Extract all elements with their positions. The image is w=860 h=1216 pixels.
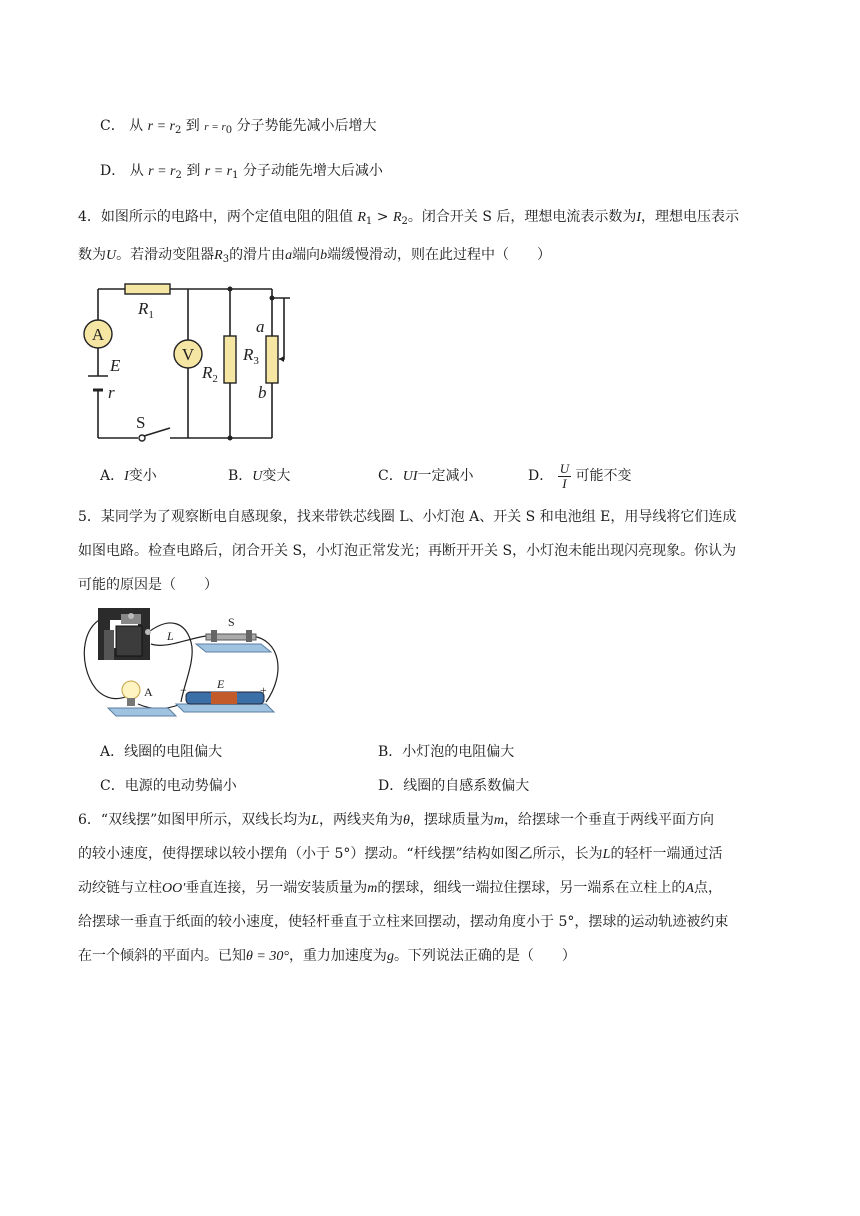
stem-text: ，重力加速度为 <box>288 948 387 964</box>
switch-lever <box>144 428 170 436</box>
stem-text: 。下列说法正确的是（ ） <box>393 948 576 964</box>
math-theta: θ <box>403 813 410 828</box>
option-text: 变小 <box>128 468 157 484</box>
q4-stem-line1 <box>78 206 739 233</box>
stem-text: 的滑片由 <box>229 247 286 263</box>
battery-positive-label: + <box>260 683 267 697</box>
math-a: a <box>285 248 293 263</box>
q5-stem-line3: 可能的原因是（ ） <box>78 577 218 593</box>
terminal-a-label: a <box>256 317 265 336</box>
math-var: I <box>124 469 129 484</box>
q4-option-c[interactable] <box>378 465 474 488</box>
option-letter: D． <box>528 468 554 484</box>
q4-circuit-diagram <box>80 278 290 448</box>
option-text: 从 <box>129 163 144 179</box>
math-r: r = r <box>147 119 175 134</box>
option-text: 到 <box>185 118 200 134</box>
switch-label: S <box>136 413 146 432</box>
battery-negative-label: − <box>180 683 187 697</box>
option-letter: C． <box>100 118 125 134</box>
option-letter: C． <box>378 468 403 484</box>
q6-stem-line2 <box>78 843 722 866</box>
stem-text: 端缓慢滑动，则在此过程中（ ） <box>327 247 552 263</box>
stem-text: 的轻杆一端通过活 <box>610 846 723 862</box>
stem-text: ，理想电压表示 <box>641 209 740 225</box>
math-L: L <box>602 847 611 862</box>
q6-stem-line5 <box>78 945 576 968</box>
math-m: m <box>493 813 505 828</box>
switch-label: S <box>228 615 235 629</box>
q5-option-a[interactable]: A．线圈的电阻偏大 <box>100 744 223 760</box>
option-letter: A． <box>100 468 125 484</box>
q4-option-d[interactable] <box>528 458 632 494</box>
coil-label: L <box>167 629 174 643</box>
stem-text: 点， <box>693 880 722 896</box>
math-U: U <box>106 248 117 263</box>
option-text: 到 <box>186 163 201 179</box>
option-text: 一定减小 <box>417 468 474 484</box>
q5-stem-line1: 5．某同学为了观察断电自感现象，找来带铁芯线圈 L、小灯泡 A、开关 S 和电池组 E，用导线将它们连成 <box>78 509 737 525</box>
r3-label: $R_3$ <box>243 345 259 367</box>
math-R1: R <box>357 210 366 225</box>
math-var: UI <box>402 469 418 484</box>
fraction-numerator: U <box>559 460 570 476</box>
q5-option-b[interactable]: B．小灯泡的电阻偏大 <box>378 744 515 760</box>
rheostat-r3 <box>266 336 278 383</box>
switch-icon <box>196 630 271 652</box>
stem-text: 在一个倾斜的平面内。已知 <box>78 948 246 964</box>
stem-text: 数为 <box>78 247 106 263</box>
resistor-r2 <box>224 336 236 383</box>
q6-stem-line3 <box>78 877 722 900</box>
q5-option-d[interactable]: D．线圈的自感系数偏大 <box>378 778 530 794</box>
math-m: m <box>367 881 378 896</box>
q3-option-c[interactable] <box>100 115 377 142</box>
q4-option-b[interactable] <box>228 465 290 488</box>
math-op: > <box>372 209 393 225</box>
internal-resistance-label: r <box>108 383 115 402</box>
stem-text: 6．“双线摆”如图甲所示，双线长均为 <box>78 812 312 828</box>
fraction-denominator: I <box>562 475 567 491</box>
stem-text: 的较小速度，使得摆球以较小摆角（小于 5°）摆动。“杆线摆”结构如图乙所示，长为 <box>78 846 603 862</box>
q4-stem-line2 <box>78 244 551 271</box>
iron-core-coil <box>98 608 151 660</box>
resistor-r1 <box>125 284 170 294</box>
math-b: b <box>320 248 328 263</box>
math-sub: 3 <box>222 254 230 265</box>
option-text: 从 <box>129 118 144 134</box>
math-sub: 2 <box>175 170 182 181</box>
stem-text: 的摆球，细线一端拉住摆球，另一端系在立柱上的 <box>377 880 686 896</box>
option-letter: B． <box>228 468 253 484</box>
math-sub: 1 <box>232 170 239 181</box>
math-g: g <box>386 949 394 964</box>
math-var: U <box>252 469 263 484</box>
q4-option-a[interactable] <box>100 465 157 488</box>
r1-label: $R_1$ <box>138 299 154 321</box>
terminal-b-label: b <box>258 383 267 402</box>
option-text: 分子势能先减小后增大 <box>236 118 377 134</box>
math-sub: 2 <box>174 125 182 136</box>
math-sub: 1 <box>365 216 373 227</box>
q3-option-d[interactable] <box>100 160 383 187</box>
fraction-u-over-i <box>558 462 571 491</box>
math-I: I <box>636 210 642 225</box>
option-text: 分子动能先增大后减小 <box>242 163 383 179</box>
math-oo: OO′ <box>162 881 186 896</box>
option-text: 变大 <box>262 468 291 484</box>
math-R2: R <box>392 210 402 225</box>
math-A: A <box>685 881 694 896</box>
q6-stem-line4: 给摆球一垂直于纸面的较小速度，使轻杆垂直于立柱来回摆动，摆动角度小于 5°，摆球的运动轨迹被约束 <box>78 914 729 930</box>
voltmeter-label: V <box>181 345 195 364</box>
math-r: r = r <box>204 121 226 133</box>
emf-label: E <box>110 356 121 375</box>
stem-text: 。若滑动变阻器 <box>116 247 215 263</box>
math-sub: 2 <box>401 216 408 227</box>
q5-apparatus-illustration <box>76 604 286 722</box>
stem-text: 垂直连接，另一端安装质量为 <box>185 880 368 896</box>
option-text: 可能不变 <box>575 468 632 484</box>
battery-label: E <box>217 677 225 691</box>
stem-text: ，两线夹角为 <box>319 812 404 828</box>
math-sub: 0 <box>225 125 233 136</box>
stem-text: ，给摆球一个垂直于两线平面方向 <box>504 812 715 828</box>
option-letter: D． <box>100 163 126 179</box>
stem-text: ，摆球质量为 <box>409 812 494 828</box>
math-theta-value: θ = 30° <box>246 949 289 964</box>
q5-option-c[interactable]: C．电源的电动势偏小 <box>100 778 237 794</box>
math-L: L <box>311 813 320 828</box>
q5-stem-line2: 如图电路。检查电路后，闭合开关 S，小灯泡正常发光；再断开开关 S，小灯泡未能出现闪亮现象。你认为 <box>78 543 737 559</box>
stem-text: 端向 <box>292 247 321 263</box>
r2-label: $R_2$ <box>202 363 218 385</box>
stem-text: 动绞链与立柱 <box>78 880 162 896</box>
q6-stem-line1 <box>78 809 714 832</box>
stem-text: 4．如图所示的电路中，两个定值电阻的阻值 <box>78 209 353 225</box>
math-r: r = r <box>204 164 233 179</box>
stem-text: 。闭合开关 S 后，理想电流表示数为 <box>407 209 637 225</box>
math-R3: R <box>214 248 223 263</box>
math-r: r = r <box>148 164 176 179</box>
lamp-label: A <box>144 685 153 699</box>
ammeter-label: A <box>91 325 105 344</box>
